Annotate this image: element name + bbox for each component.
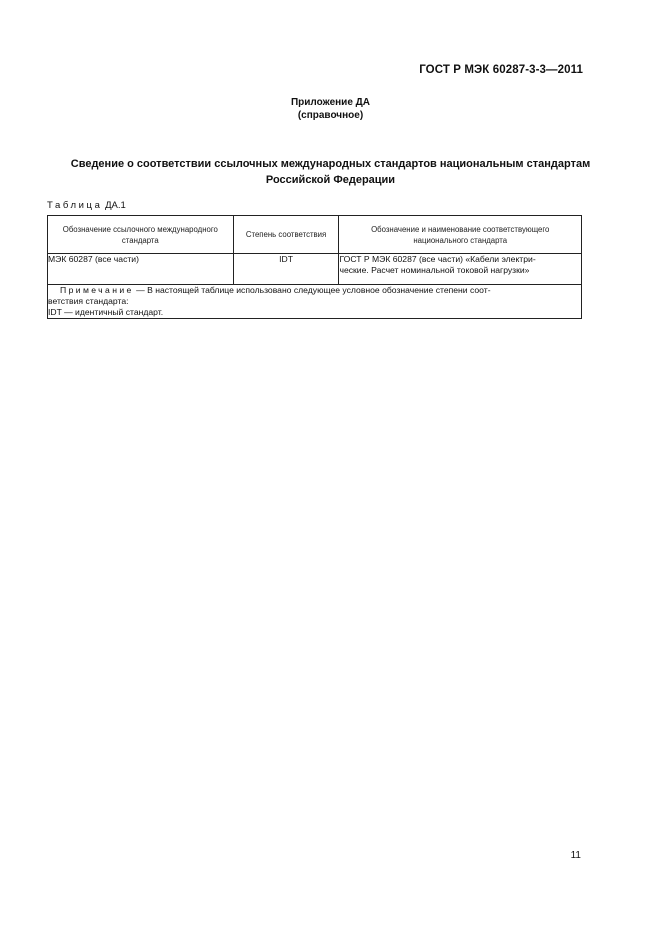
document-code: ГОСТ Р МЭК 60287-3-3—2011 (419, 64, 583, 76)
table-row (48, 254, 582, 285)
table-caption-label: Таблица (47, 200, 103, 211)
national-standard-line-2: ческие. Расчет номинальной токовой нагрузки» (339, 265, 530, 275)
appendix-title: Приложение ДА (290, 97, 371, 108)
table-note (48, 285, 582, 319)
correspondence-table (47, 215, 582, 319)
appendix-subtitle: (справочное) (297, 110, 364, 121)
note-line-1 (48, 285, 581, 296)
section-title-line-2: Российской Федерации (265, 174, 396, 186)
page-number: 11 (570, 850, 581, 861)
note-label: Примечание (60, 285, 134, 295)
cell-degree: IDT (233, 254, 339, 285)
cell-national-standard (339, 254, 582, 285)
table-note-row (48, 285, 582, 319)
header-degree-of-correspondence: Степень соответствия (233, 216, 339, 254)
table-header-row (48, 216, 582, 254)
table-caption (47, 200, 126, 211)
note-text-1: — В настоящей таблице использовано следующее условное обозначение степени соот- (133, 285, 491, 295)
section-title-line-1: Сведение о соответствии ссылочных международных стандартов национальным стандартам (70, 158, 591, 170)
national-standard-line-1: ГОСТ Р МЭК 60287 (все части) «Кабели электри- (339, 254, 536, 264)
table-caption-number: ДА.1 (105, 200, 126, 211)
header-national-standard: Обозначение и наименование соответствующего национального стандарта (339, 216, 582, 254)
section-title (40, 156, 621, 188)
cell-international-standard: МЭК 60287 (все части) (48, 254, 234, 285)
appendix-heading (0, 96, 661, 122)
note-line-3: IDT — идентичный стандарт. (48, 307, 164, 317)
header-international-standard: Обозначение ссылочного международного стандарта (48, 216, 234, 254)
note-line-2: ветствия стандарта: (48, 296, 129, 306)
